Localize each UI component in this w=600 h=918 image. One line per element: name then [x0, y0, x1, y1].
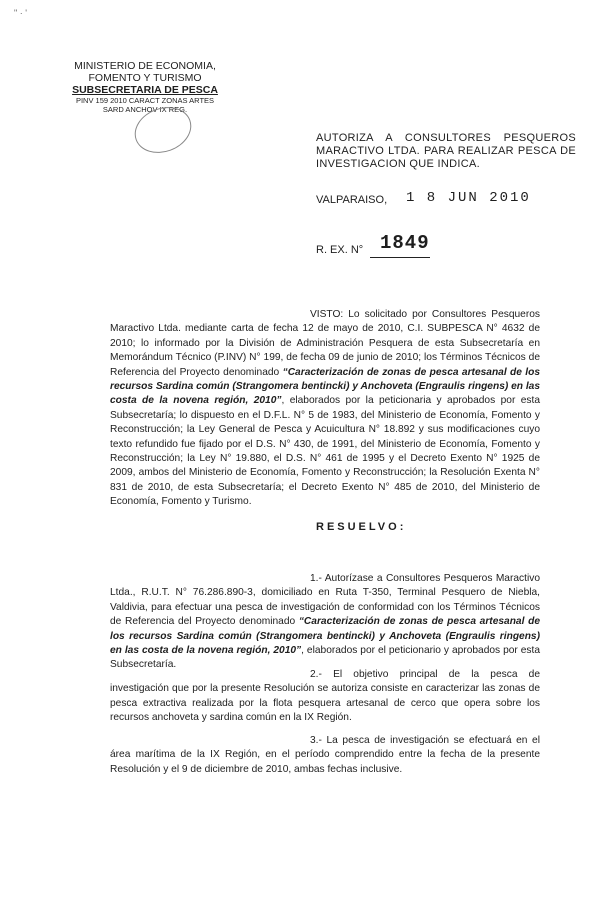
- point-1-number: 1.-: [310, 573, 322, 584]
- file-reference-2: SARD ANCHOV IX REG.: [102, 105, 188, 114]
- point-3-text: La pesca de investigación se efectuará en el área marítima de la IX Región, en el período comprendido entre la fecha de la presente Resolución y el 9 de diciembre de 2010, ambas fechas inclusive.: [110, 735, 540, 775]
- resolution-number: 1849: [380, 232, 430, 254]
- resolution-label: R. EX. N°: [316, 244, 364, 256]
- resuelvo-heading: RESUELVO:: [316, 521, 407, 533]
- date-stamp: 1 8 JUN 2010: [406, 190, 531, 206]
- point-1-text-2: , elaborados por el peticionario y aprobados por esta Subsecretaría.: [110, 645, 541, 671]
- place-label: VALPARAISO,: [316, 194, 388, 206]
- page-mark: " · ': [14, 8, 27, 18]
- visto-paragraph: [110, 308, 540, 510]
- visto-text-2: , elaborados por la peticionaria y aprobados por esta Subsecretaría; lo dispuesto en el D.F.L. N° 5 de 1983, del Ministerio de Economía, Fomento y Reconstrucción; la Ley General de Pesca y Acuicultura N° 18.892 y sus modificaciones cuyo texto refundido fue fijado por el D.S. N° 430, de 1991, del Ministerio de Economía, Fomento y Reconstrucción; la Ley N° 19.880, el D.S. N° 461 de 1995 y el Decreto Exento N° 1925 de 2009, ambos del Ministerio de Economía, Fomento y Reconstrucción; la Resolución Exenta N° 831 de 2010, de esta Subsecretaría; el Decreto Exento N° 485 de 2010, del Ministerio de Economía, Fomento y Turismo.: [110, 395, 541, 508]
- point-2: [110, 668, 540, 726]
- number-underline: [370, 257, 430, 258]
- resolution-subject: AUTORIZA A CONSULTORES PESQUEROS MARACTIVO LTDA. PARA REALIZAR PESCA DE INVESTIGACION QUE INDICA.: [316, 132, 576, 170]
- point-3: [110, 734, 540, 777]
- ministry-name: MINISTERIO DE ECONOMIA,: [74, 60, 216, 72]
- visto-label: VISTO:: [310, 309, 344, 320]
- visto-project-title: “Caracterización de zonas de pesca artesanal de los recursos Sardina común (Strangomera bentincki) y Anchoveta (Engraulis ringens) en las costa de la novena región, 2010”: [110, 366, 540, 407]
- ministry-subname: FOMENTO Y TURISMO: [88, 72, 202, 84]
- file-reference: PINV 159 2010 CARACT ZONAS ARTES: [75, 96, 215, 105]
- letterhead: [70, 60, 220, 114]
- point-2-text: El objetivo principal de la pesca de investigación que por la presente Resolución se autoriza consiste en caracterizar las zonas de pesca extractiva realizada por la flota pesquera artesanal de cerco que opera sobre los recursos anchoveta y sardina común en la IX Región.: [110, 669, 540, 724]
- point-1-text-1: Autorízase a Consultores Pesqueros Maractivo Ltda., R.U.T. N° 76.286.890-3, domiciliado en Ruta T-350, Terminal Pesquero de Niebla, Valdivia, para efectuar una pesca de investigación de conformidad con los Términos Técnicos de Referencia del Proyecto denominado: [110, 573, 540, 628]
- point-2-number: 2.-: [310, 669, 322, 680]
- point-1: [110, 572, 540, 673]
- point-3-number: 3.-: [310, 735, 322, 746]
- subsecretaria-name: SUBSECRETARIA DE PESCA: [72, 84, 218, 96]
- visto-text-1: Lo solicitado por Consultores Pesqueros Maractivo Ltda. mediante carta de fecha 12 de mayo de 2010, C.I. SUBPESCA N° 4632 de 2010; lo informado por la División de Administración Pesquera de esta Subsecretaría en Memorándum Técnico (P.INV) N° 199, de fecha 09 de junio de 2010; los Términos Técnicos de Referencia del Proyecto denominado: [110, 309, 540, 378]
- point-1-project-title: “Caracterización de zonas de pesca artesanal de los recursos Sardina común (Strangomera bentincki) y Anchoveta (Engraulis ringens) en las costa de la novena región, 2010”: [110, 616, 540, 657]
